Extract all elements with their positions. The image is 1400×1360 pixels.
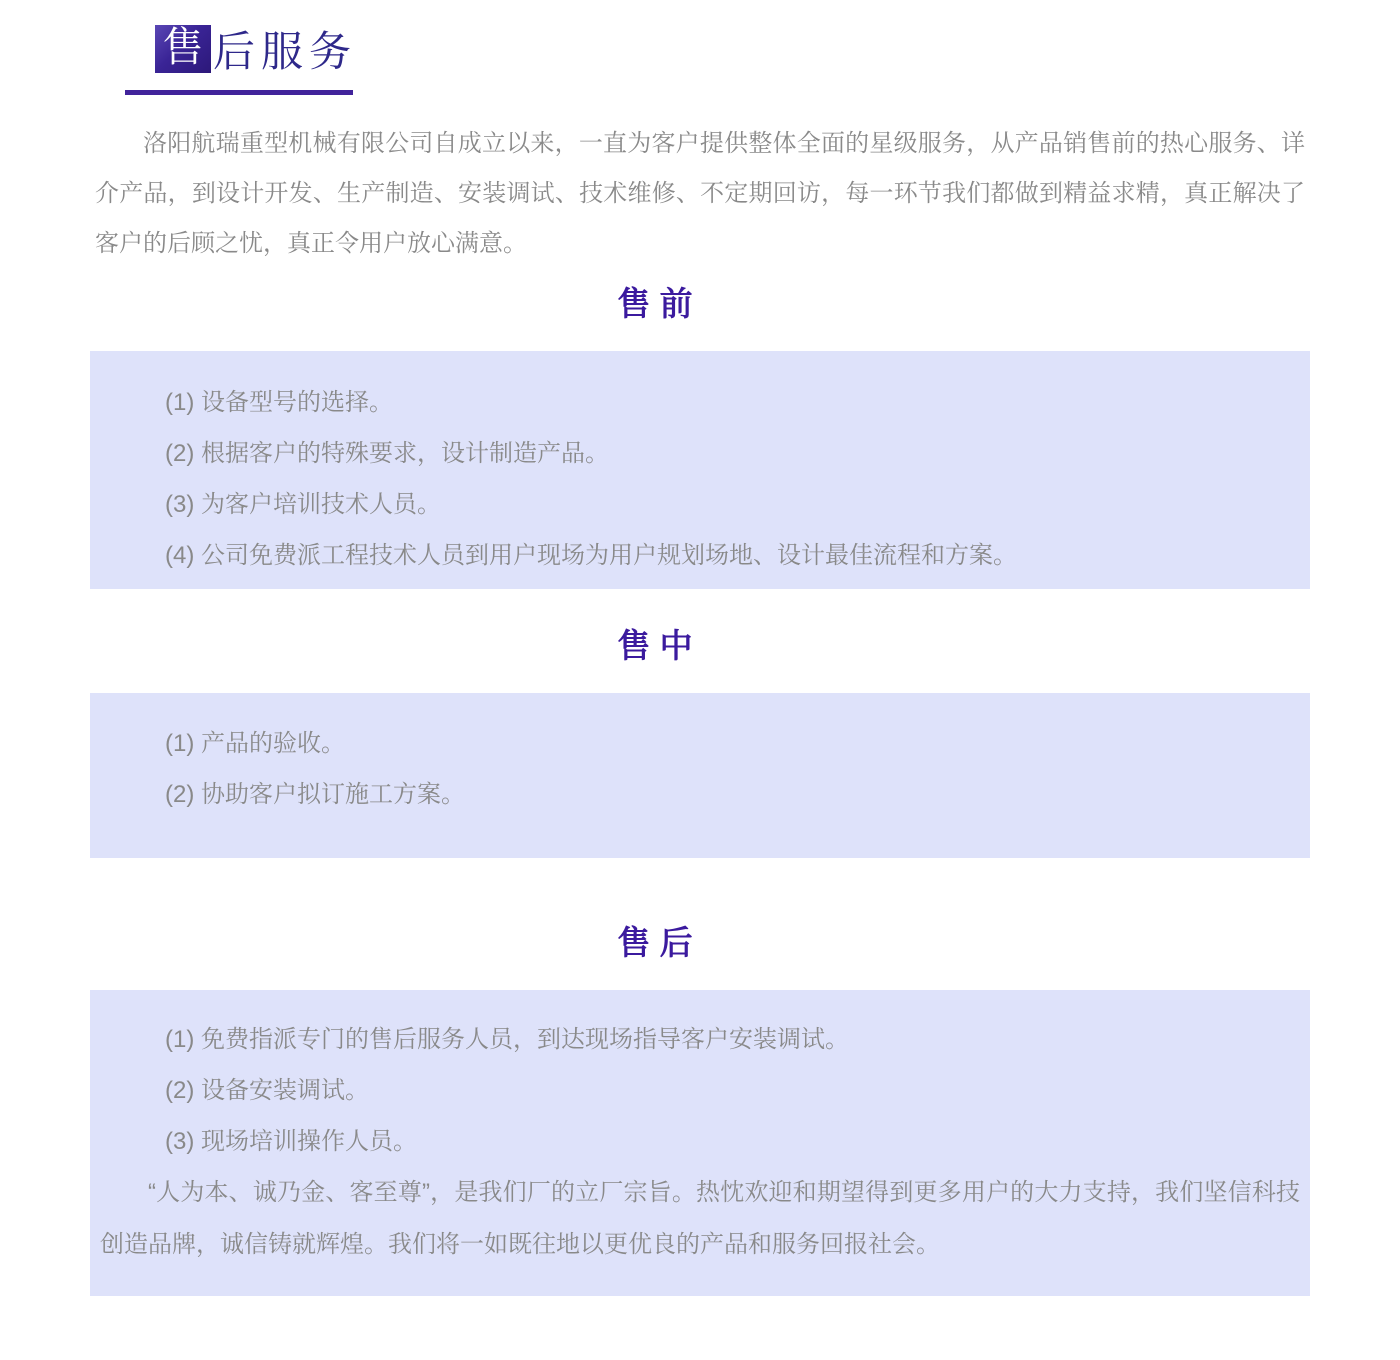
section-aftersale [0,922,1400,1296]
page-title [155,20,1400,78]
list-item: (1) 设备型号的选择。 [165,389,393,416]
intro-paragraph: 洛阳航瑞重型机械有限公司自成立以来，一直为客户提供整体全面的星级服务，从产品销售前的热心服务、详介产品，到设计开发、生产制造、安装调试、技术维修、不定期回访，每一环节我们都做到精益求精，真正解决了客户的后顾之忧，真正令用户放心满意。 [95,130,1305,257]
section-presale [0,283,1400,589]
aftersale-box [90,990,1310,1296]
list-item: (4) 公司免费派工程技术人员到用户现场为用户规划场地、设计最佳流程和方案。 [165,542,1017,569]
aftersale-heading: 售 后 [617,924,693,961]
section-midsale [0,625,1400,858]
closing-paragraph: “人为本、诚乃金、客至尊”，是我们厂的立厂宗旨。热忱欢迎和期望得到更多用户的大力支持，我们坚信科技创造品牌，诚信铸就辉煌。我们将一如既往地以更优良的产品和服务回报社会。 [100,1179,1300,1258]
list-item: (3) 为客户培训技术人员。 [165,491,441,518]
list-item: (1) 产品的验收。 [165,730,345,757]
title-underline [125,90,353,95]
presale-heading: 售 前 [617,285,693,322]
midsale-box [90,693,1310,858]
list-item: (2) 根据客户的特殊要求，设计制造产品。 [165,440,609,467]
list-item: (1) 免费指派专门的售后服务人员，到达现场指导客户安装调试。 [165,1026,849,1053]
list-item: (2) 协助客户拟订施工方案。 [165,781,465,808]
list-item: (3) 现场培训操作人员。 [165,1128,417,1155]
title-highlight-badge: 售 [155,25,211,73]
list-item: (2) 设备安装调试。 [165,1077,369,1104]
midsale-heading: 售 中 [617,627,693,664]
title-text: 后服务 [213,28,358,75]
presale-box [90,351,1310,589]
page-header [0,0,1400,95]
